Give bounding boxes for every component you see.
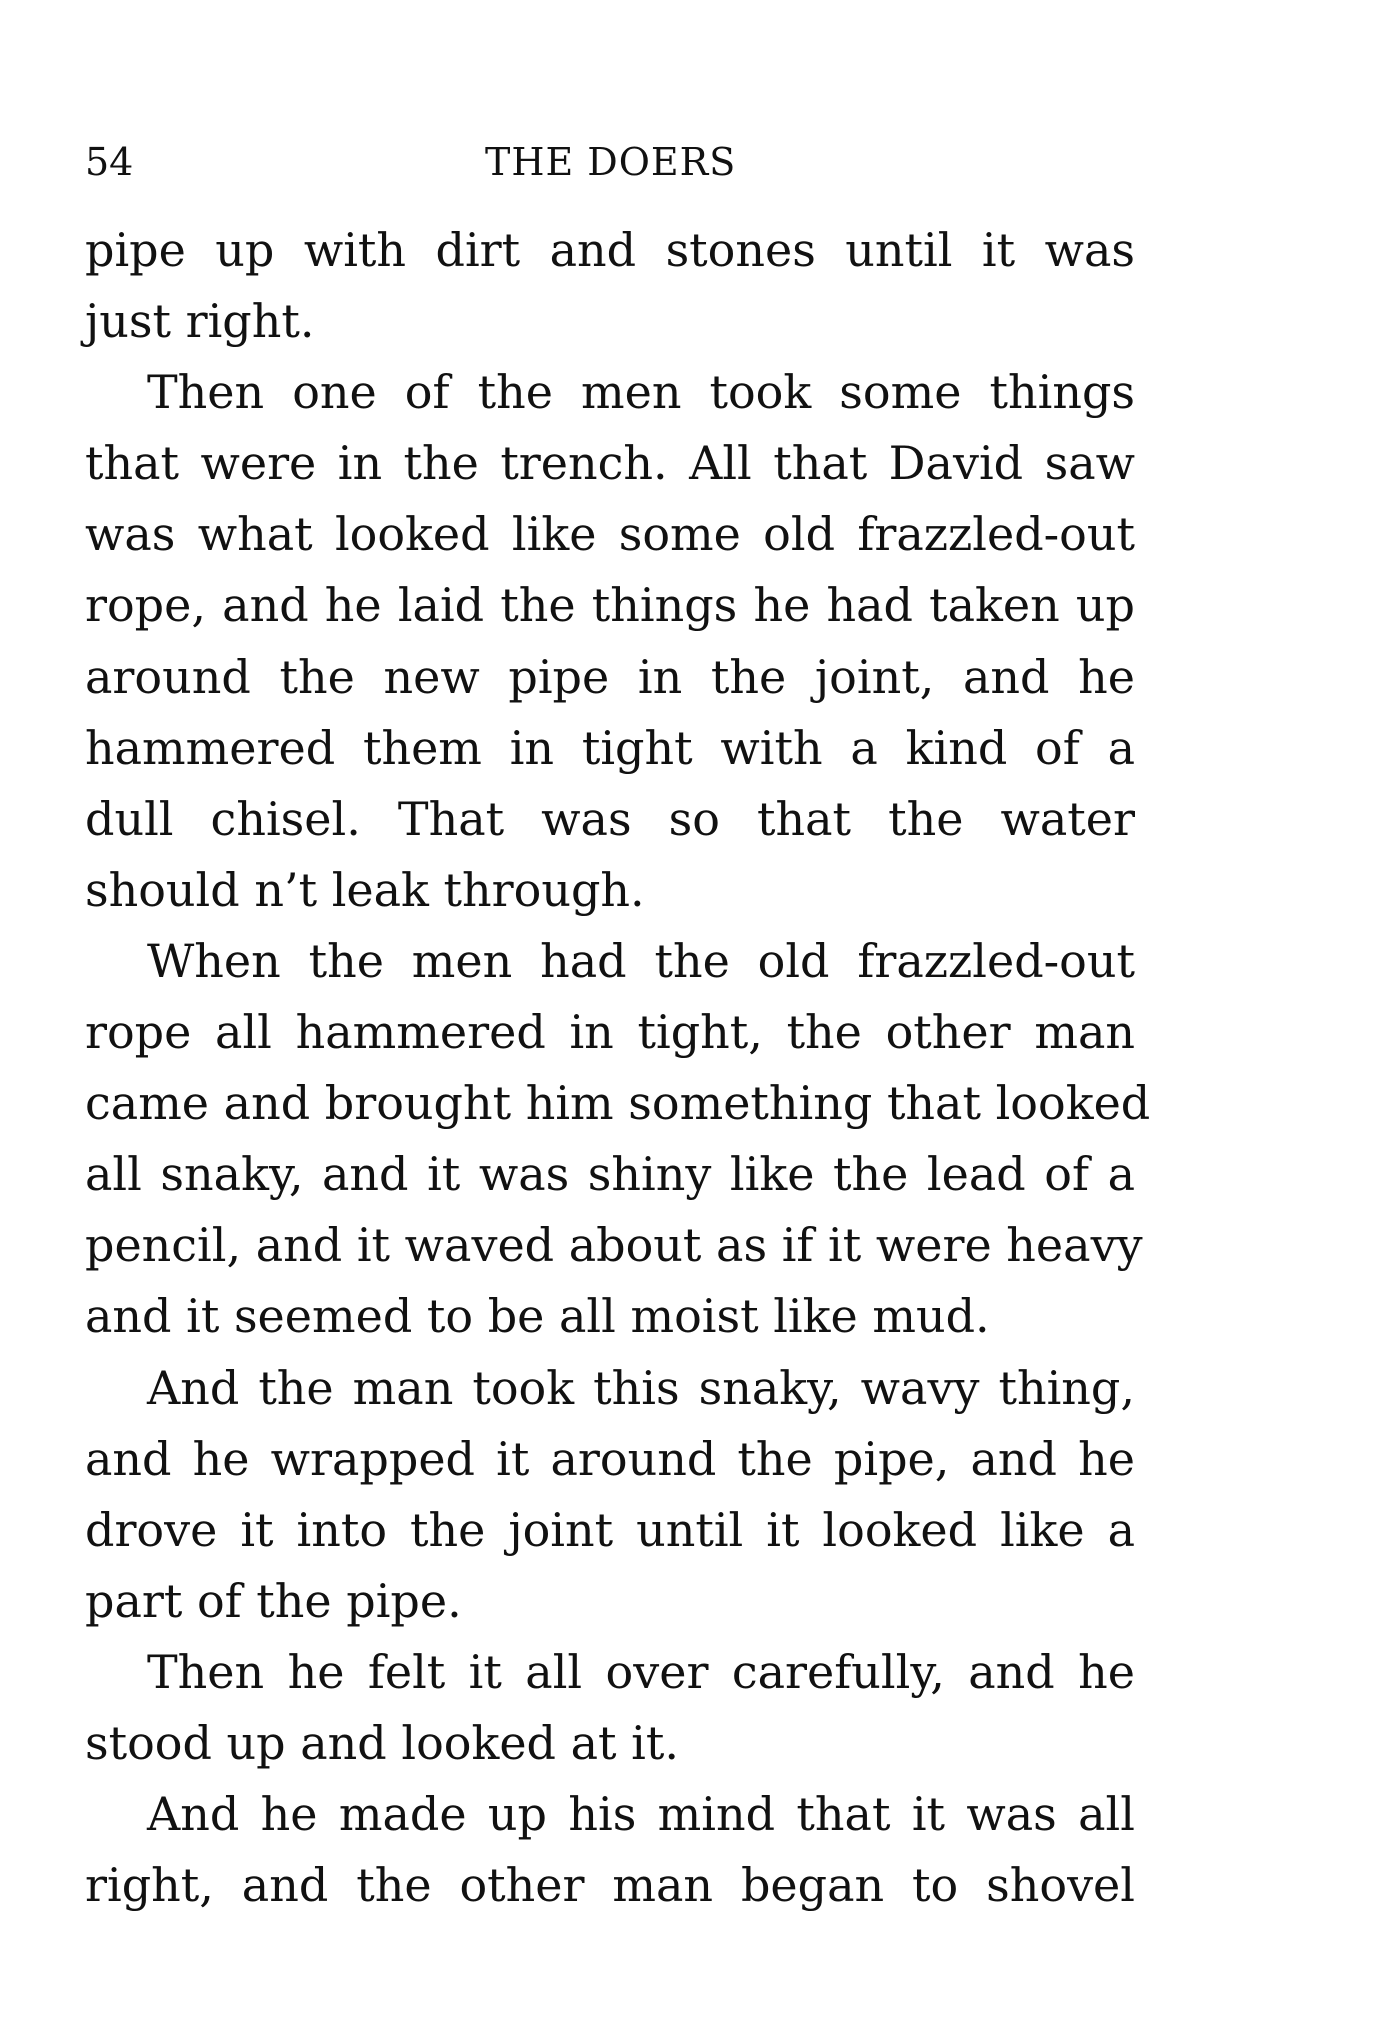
text-line: and it seemed to be all moist like mud. xyxy=(85,1289,990,1344)
text-line: pipe up with dirt and stones until it was xyxy=(85,223,1135,277)
text-line: rope all hammered in tight, the other man xyxy=(85,1005,1135,1060)
running-title: THE DOERS xyxy=(485,140,737,184)
text-line: Then one of the men took some things xyxy=(147,365,1135,420)
text-line: and he wrapped it around the pipe, and he xyxy=(85,1431,1135,1486)
page-number: 54 xyxy=(85,140,134,184)
body-text xyxy=(85,215,1151,1921)
running-head xyxy=(85,138,1135,186)
text-line: stood up and looked at it. xyxy=(85,1715,679,1770)
text-line: And he made up his mind that it was all xyxy=(147,1787,1135,1842)
text-line: hammered them in tight with a kind of a xyxy=(85,720,1135,775)
text-line: dull chisel. That was so that the water xyxy=(85,791,1135,846)
text-line: all snaky, and it was shiny like the lead of a xyxy=(85,1147,1135,1202)
text-line: that were in the trench. All that David saw xyxy=(85,436,1135,491)
text-line: Then he felt it all over carefully, and he xyxy=(147,1644,1135,1699)
text-line: pencil, and it waved about as if it were heavy xyxy=(85,1218,1143,1273)
text-line: rope, and he laid the things he had taken up xyxy=(85,578,1135,633)
text-line: When the men had the old frazzled-out xyxy=(147,933,1135,988)
text-line: And the man took this snaky, wavy thing, xyxy=(147,1360,1135,1415)
text-line: right, and the other man began to shovel xyxy=(85,1858,1135,1913)
text-line: drove it into the joint until it looked like a xyxy=(85,1502,1135,1557)
text-line: should n’t leak through. xyxy=(85,862,645,917)
text-line: came and brought him something that looked xyxy=(85,1076,1151,1131)
text-line: around the new pipe in the joint, and he xyxy=(85,649,1135,704)
text-line: part of the pipe. xyxy=(85,1573,462,1628)
text-line: was what looked like some old frazzled-out xyxy=(85,507,1135,562)
text-line: just right. xyxy=(85,294,315,349)
